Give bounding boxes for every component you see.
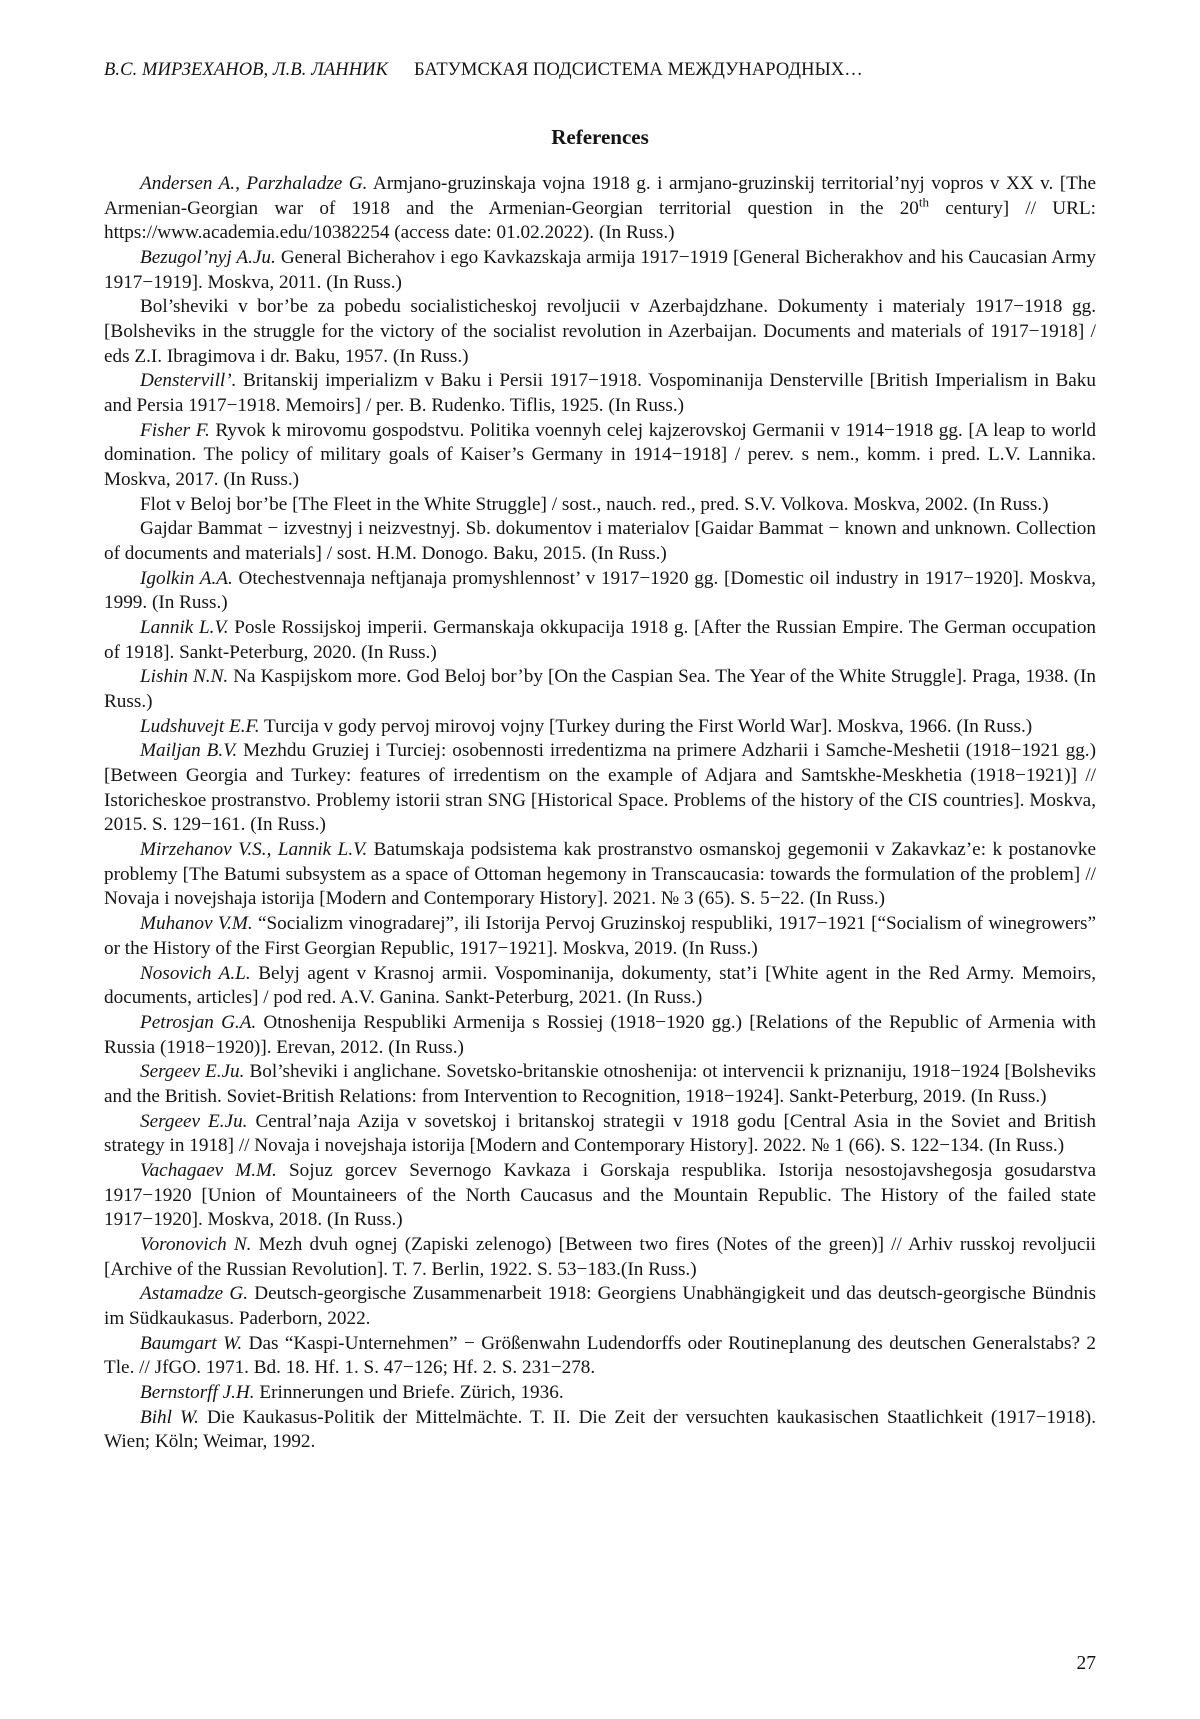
reference-text: Ryvok k mirovomu gospodstvu. Politika voennyh celej kajzerovskoj Germanii v 1914−1918 gg. [A leap to world domination. The policy of military goals of Kaiser’s Germany in 1914−1918] / perev. s nem., komm. i pred. L.V. Lannika. Moskva, 2017. (In Russ.) [104, 419, 1096, 491]
running-head-authors: В.С. МИРЗЕХАНОВ, Л.В. ЛАННИК [104, 60, 389, 80]
running-head [104, 60, 1096, 81]
reference-author: Bezugol’nyj A.Ju. [140, 247, 276, 269]
reference-author: Nosovich A.L. [140, 962, 251, 984]
reference-entry [104, 1381, 1096, 1406]
reference-text: Mezh dvuh ognej (Zapiski zelenogo) [Between two fires (Notes of the green)] // Arhiv russkoj revoljucii [Archive of the Russian Revolution]. T. 7. Berlin, 1922. S. 53−183.(In Russ.) [104, 1233, 1096, 1280]
reference-text: Deutsch-georgische Zusammenarbeit 1918: Georgiens Unabhängigkeit und das deutsch-georgische Bündnis im Südkaukasus. Paderborn, 2022. [104, 1283, 1096, 1329]
reference-entry [104, 1282, 1096, 1331]
reference-author: Petrosjan G.A. [140, 1011, 257, 1033]
reference-text: Bol’sheviki i anglichane. Sovetsko-britanskie otnoshenija: ot intervencii k priznaniju, 1918−1924 [Bolsheviks and the British. Soviet-British Relations: from Intervention to Recognition, 1918−1924]. Sankt-Peterburg, 2019. (In Russ.) [104, 1061, 1096, 1107]
reference-author: Ludshuvejt E.F. [140, 715, 260, 737]
reference-author: Lannik L.V. [140, 617, 229, 639]
reference-author: Voronovich N. [140, 1233, 252, 1255]
page-number: 27 [1076, 1653, 1096, 1674]
reference-author: Bernstorff J.H. [140, 1381, 255, 1403]
reference-text: Erinnerungen und Briefe. Zürich, 1936. [254, 1381, 564, 1403]
reference-author: Sergeev E.Ju. [140, 1110, 248, 1132]
reference-text: Sojuz gorcev Severnogo Kavkaza i Gorskaja respublika. Istorija nesostojavshegosja gosudarstva 1917−1920 [Union of Mountaineers of the North Caucasus and the Mountain Republic. The History of the failed state 1917−1920]. Moskva, 2018. (In Russ.) [104, 1159, 1096, 1231]
reference-text: Mezhdu Gruziej i Turciej: osobennosti irredentizma na primere Adzharii i Samche-Meshetii (1918−1921 gg.) [Between Georgia and Turkey: features of irredentism on the example of Adjara and Samtskhe-Meskhetia (1918−1921)] // Istoricheskoe prostranstvo. Problemy istorii stran SNG [Historical Space. Problems of the history of the CIS countries]. Moskva, 2015. S. 129−161. (In Russ.) [104, 740, 1096, 836]
reference-entry [104, 1060, 1096, 1109]
reference-entry [104, 517, 1096, 566]
reference-entry [104, 295, 1096, 369]
reference-text: “Socializm vinogradarej”, ili Istorija Pervoj Gruzinskoj respubliki, 1917−1921 [“Socialism of winegrowers” or the History of the First Georgian Republic, 1917−1921]. Moskva, 2019. (In Russ.) [104, 913, 1096, 959]
reference-author: Fisher F. [140, 419, 210, 441]
reference-entry [104, 1011, 1096, 1060]
running-head-title: БАТУМСКАЯ ПОДСИСТЕМА МЕЖДУНАРОДНЫХ… [414, 60, 863, 80]
reference-text: century] // URL: https://www.academia.edu/10382254 (access date: 01.02.2022). (In Russ.) [104, 197, 1096, 244]
reference-entry [104, 616, 1096, 665]
reference-text: Na Kaspijskom more. God Beloj bor’by [On the Caspian Sea. The Year of the White Struggle]. Praga, 1938. (In Russ.) [104, 666, 1096, 713]
reference-text: Posle Rossijskoj imperii. Germanskaja okkupacija 1918 g. [After the Russian Empire. The German occupation of 1918]. Sankt-Peterburg, 2020. (In Russ.) [104, 617, 1097, 663]
page-title: References [551, 125, 649, 149]
reference-author: Andersen A., Parzhaladze G. [140, 173, 368, 194]
reference-text: Central’naja Azija v sovetskoj i britanskoj strategii v 1918 godu [Central Asia in the Soviet and British strategy in 1918] // Novaja i novejshaja istorija [Modern and Contemporary History]. 2022. № 1 (66). S. 122−134. (In Russ.) [104, 1110, 1096, 1157]
reference-entry [104, 172, 1096, 246]
reference-text: Belyj agent v Krasnoj armii. Vospominanija, dokumenty, stat’i [White agent in the Red Army. Memoirs, documents, articles] / pod red. A.V. Ganina. Sankt-Peterburg, 2021. (In Russ.) [104, 962, 1096, 1009]
reference-entry [104, 1406, 1096, 1455]
reference-entry [104, 739, 1096, 838]
reference-entry [104, 1110, 1096, 1159]
reference-entry [104, 962, 1096, 1011]
reference-text: Otechestvennaja neftjanaja promyshlennost’ v 1917−1920 gg. [Domestic oil industry in 1917−1920]. Moskva, 1999. (In Russ.) [104, 567, 1096, 614]
reference-text: Die Kaukasus-Politik der Mittelmächte. T. II. Die Zeit der versuchten kaukasischen Staatlichkeit (1917−1918). Wien; Köln; Weimar, 1992. [104, 1406, 1096, 1453]
reference-author: Vachagaev M.M. [140, 1159, 277, 1181]
reference-text: Gajdar Bammat − izvestnyj i neizvestnyj. Sb. dokumentov i materialov [Gaidar Bammat − known and unknown. Collection of documents and materials] / sost. H.M. Donogo. Baku, 2015. (In Russ.) [104, 518, 1096, 565]
reference-author: Lishin N.N. [140, 666, 229, 688]
reference-author: Denstervill’. [140, 370, 237, 392]
reference-entry [104, 419, 1096, 493]
reference-list [104, 172, 1096, 1455]
reference-text: General Bicherahov i ego Kavkazskaja armija 1917−1919 [General Bicherakhov and his Caucasian Army 1917−1919]. Moskva, 2011. (In Russ.) [104, 247, 1096, 293]
reference-entry [104, 567, 1096, 616]
reference-entry [104, 1159, 1096, 1233]
reference-entry [104, 715, 1096, 740]
reference-text: Flot v Beloj bor’be [The Fleet in the White Struggle] / sost., nauch. red., pred. S.V. Volkova. Moskva, 2002. (In Russ.) [140, 493, 1049, 515]
reference-text: Britanskij imperializm v Baku i Persii 1917−1918. Vospominanija Densterville [British Imperialism in Baku and Persia 1917−1918. Memoirs] / per. B. Rudenko. Tiflis, 1925. (In Russ.) [104, 370, 1096, 417]
reference-author: Igolkin A.A. [140, 567, 233, 589]
reference-entry [104, 912, 1096, 961]
reference-text: Otnoshenija Respubliki Armenija s Rossiej (1918−1920 gg.) [Relations of the Republic of Armenia with Russia (1918−1920)]. Erevan, 2012. (In Russ.) [104, 1011, 1096, 1058]
reference-entry [104, 838, 1096, 912]
reference-entry [104, 493, 1096, 518]
reference-text: Turcija v gody pervoj mirovoj vojny [Turkey during the First World War]. Moskva, 1966. (In Russ.) [259, 715, 1033, 737]
reference-author: Mirzehanov V.S., Lannik L.V. [140, 839, 368, 861]
reference-author: Baumgart W. [140, 1332, 243, 1354]
reference-author: Mailjan B.V. [140, 740, 238, 762]
reference-author: Bihl W. [140, 1406, 199, 1428]
reference-text: Bol’sheviki v bor’be za pobedu socialisticheskoj revoljucii v Azerbajdzhane. Dokumenty i materialy 1917−1918 gg. [Bolsheviks in the struggle for the victory of the socialist revolution in Azerbaijan. Documents and materials of 1917−1918] / eds Z.I. Ibragimova i dr. Baku, 1957. (In Russ.) [104, 296, 1096, 367]
reference-entry [104, 1332, 1096, 1381]
reference-author: Sergeev E.Ju. [140, 1061, 245, 1083]
reference-entry [104, 665, 1096, 714]
reference-author: Astamadze G. [140, 1283, 249, 1305]
reference-author: Muhanov V.M. [140, 913, 253, 935]
reference-entry [104, 246, 1096, 295]
reference-entry [104, 1233, 1096, 1282]
reference-text: Batumskaja podsistema kak prostranstvo osmanskoj gegemonii v Zakavkaz’e: k postanovke problemy [The Batumi subsystem as a space of Ottoman hegemony in Transcaucasia: towards the formulation of the problem] // Novaja i novejshaja istorija [Modern and Contemporary History]. 2021. № 3 (65). S. 5−22. (In Russ.) [104, 839, 1096, 910]
reference-entry [104, 369, 1096, 418]
reference-superscript: th [918, 194, 930, 210]
reference-text: Armjano-gruzinskaja vojna 1918 g. i armjano-gruzinskij territorial’nyj vopros v XX v. [The Armenian-Georgian war of 1918 and the Armenian-Georgian territorial question in the 20 [104, 173, 1096, 219]
reference-text: Das “Kaspi-Unternehmen” − Größenwahn Ludendorffs oder Routineplanung des deutschen Generalstabs? 2 Tle. // JfGO. 1971. Bd. 18. Hf. 1. S. 47−126; Hf. 2. S. 231−278. [104, 1332, 1096, 1379]
